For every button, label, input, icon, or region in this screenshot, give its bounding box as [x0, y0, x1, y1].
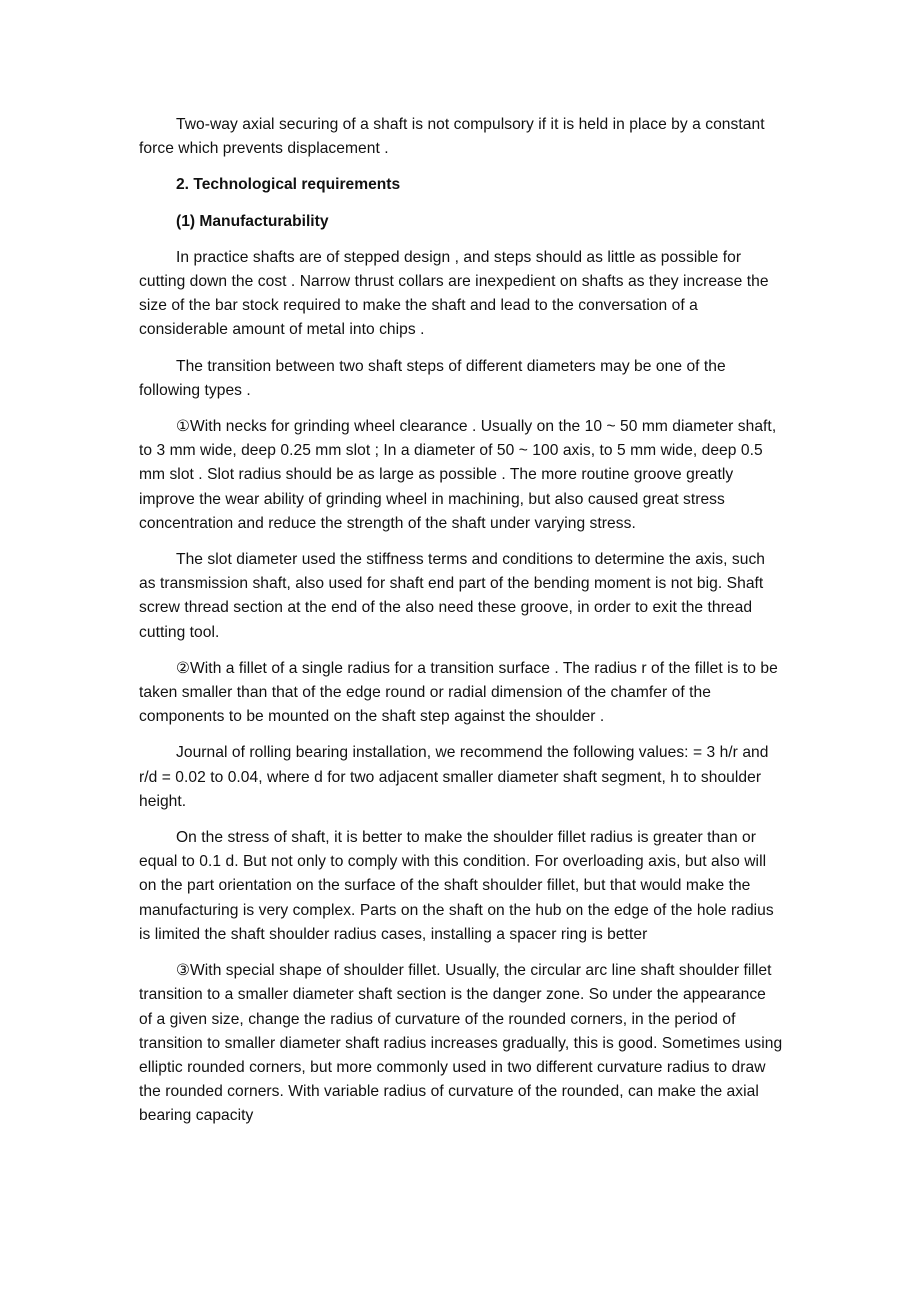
- section-heading-technological-requirements: 2. Technological requirements: [176, 176, 401, 194]
- subsection-heading-manufacturability: (1) Manufacturability: [176, 212, 329, 230]
- paragraph-rolling-bearing: Journal of rolling bearing installation, we recommend the following values: = 3 h/r and r/d = 0.02 to 0.04, where d for two adjacent smaller diameter shaft segment, h to shoulder height.: [139, 744, 769, 810]
- paragraph-grinding-necks: ①With necks for grinding wheel clearance . Usually on the 10 ~ 50 mm diameter shaft, to 3 mm wide, deep 0.25 mm slot ; In a diameter of 50 ~ 100 axis, to 5 mm wide, deep 0.5 mm slot . Slot radius should be as large as possible . The more routine groove greatly improve the wear ability of grinding wheel in machining, but also caused great stress concentration and reduce the strength of the shaft under varying stress.: [139, 418, 777, 532]
- paragraph-axial-securing: Two-way axial securing of a shaft is not compulsory if it is held in place by a constant force which prevents displacement .: [139, 116, 765, 158]
- document-page: [139, 113, 783, 1141]
- paragraph-slot-diameter: The slot diameter used the stiffness terms and conditions to determine the axis, such as transmission shaft, also used for shaft end part of the bending moment is not big. Shaft screw thread section at the end of the also need these groove, in order to exit the thread cutting tool.: [139, 551, 766, 641]
- paragraph-single-radius-fillet: ②With a fillet of a single radius for a transition surface . The radius r of the fillet is to be taken smaller than that of the edge round or radial dimension of the chamfer of the components to be mounted on the shaft step against the shoulder .: [139, 659, 778, 726]
- paragraph-special-shape-fillet: ③With special shape of shoulder fillet. Usually, the circular arc line shaft shoulder fillet transition to a smaller diameter shaft section is the danger zone. So under the appearance of a given size, change the radius of curvature of the rounded corners, in the period of transition to smaller diameter shaft radius increases gradually, this is good. Sometimes using elliptic rounded corners, but more commonly used in two different curvature radius to draw the rounded corners. With variable radius of curvature of the rounded, can make the axial bearing capacity: [139, 962, 783, 1125]
- paragraph-shoulder-fillet-stress: On the stress of shaft, it is better to make the shoulder fillet radius is greater than or equal to 0.1 d. But not only to comply with this condition. For overloading axis, but also will on the part orientation on the surface of the shaft shoulder fillet, but that would make the manufacturing is very complex. Parts on the shaft on the hub on the edge of the hole radius is limited the shaft shoulder radius cases, installing a spacer ring is better: [139, 829, 774, 943]
- paragraph-stepped-design: In practice shafts are of stepped design , and steps should as little as possible for cutting down the cost . Narrow thrust collars are inexpedient on shafts as they increase the size of the bar stock required to make the shaft and lead to the conversation of a considerable amount of metal into chips .: [139, 248, 769, 339]
- paragraph-transition-types: The transition between two shaft steps of different diameters may be one of the following types .: [139, 357, 726, 399]
